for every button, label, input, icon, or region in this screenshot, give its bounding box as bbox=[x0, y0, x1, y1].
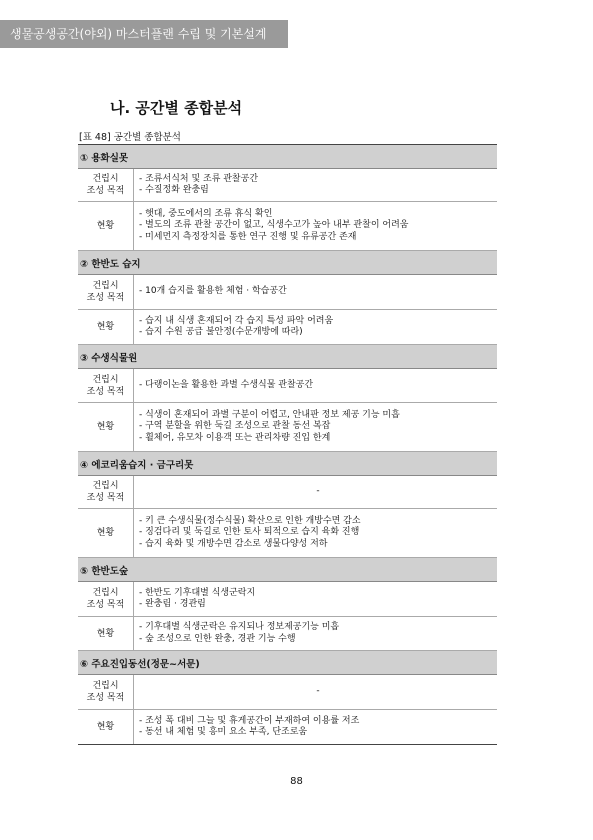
table-caption: [표 48] 공간별 종합분석 bbox=[79, 132, 181, 143]
current-line: - 미세먼지 측정장치를 통한 연구 진행 및 유류공간 존재 bbox=[139, 231, 357, 242]
current-label bbox=[78, 710, 134, 744]
current-label-text: 현황 bbox=[96, 722, 115, 732]
current-label-text: 현황 bbox=[96, 628, 115, 639]
section-header-hanbando-wetland bbox=[78, 251, 497, 275]
purpose-content bbox=[134, 582, 497, 616]
purpose-label-line1: 건립시 bbox=[92, 281, 119, 291]
purpose-label-line2: 조성 목적 bbox=[86, 493, 125, 503]
section-title: 나. 공간별 종합분석 bbox=[110, 99, 243, 117]
page-number: 88 bbox=[290, 776, 303, 787]
current-label-text: 현황 bbox=[96, 221, 115, 231]
current-label bbox=[78, 617, 134, 650]
purpose-label-line1: 건립시 bbox=[92, 481, 119, 491]
document-header-band bbox=[0, 20, 288, 48]
purpose-line: - bbox=[316, 486, 320, 497]
section-header-label: ③ 수생식물원 bbox=[80, 352, 138, 364]
current-line: - 구역 분할을 위한 둑길 조성으로 관찰 동선 복잡 bbox=[139, 421, 331, 432]
purpose-content bbox=[134, 369, 497, 402]
purpose-label bbox=[78, 169, 134, 201]
section-header-ecorium-wetland bbox=[78, 452, 497, 476]
current-label-text: 현황 bbox=[96, 422, 115, 432]
purpose-label bbox=[78, 275, 134, 309]
purpose-label bbox=[78, 582, 134, 616]
purpose-label bbox=[78, 476, 134, 508]
section-header-label: ④ 에코리움습지 · 금구리못 bbox=[80, 459, 194, 471]
purpose-label-line2: 조성 목적 bbox=[86, 386, 125, 397]
purpose-row bbox=[78, 476, 497, 509]
section-header-label: ⑥ 주요진입동선(정문~서문) bbox=[80, 658, 200, 670]
current-label-text: 현황 bbox=[96, 322, 115, 332]
current-row bbox=[78, 403, 497, 452]
current-label bbox=[78, 310, 134, 344]
current-content bbox=[134, 710, 497, 744]
purpose-line: - 다랭이논을 활용한 과별 수생식물 관찰공간 bbox=[139, 379, 314, 390]
purpose-label-line2: 조성 목적 bbox=[86, 693, 125, 703]
purpose-content bbox=[134, 675, 497, 709]
section-header-hanbando-forest bbox=[78, 558, 497, 582]
purpose-row bbox=[78, 675, 497, 710]
purpose-label-line2: 조성 목적 bbox=[86, 293, 125, 303]
current-line: - 기후대별 식생군락은 유지되나 정보제공기능 미흡 bbox=[139, 622, 340, 632]
current-line: - 별도의 조류 관찰 공간이 없고, 식생수고가 높아 내부 관찰이 어려움 bbox=[139, 220, 409, 231]
current-content bbox=[134, 202, 497, 250]
purpose-content bbox=[134, 169, 497, 201]
current-line: - 조성 폭 대비 그늘 및 휴게공간이 부재하여 이용률 저조 bbox=[139, 715, 360, 726]
current-content bbox=[134, 310, 497, 344]
current-line: - 키 큰 수생식물(정수식물) 확산으로 인한 개방수면 감소 bbox=[139, 515, 361, 526]
current-content bbox=[134, 617, 497, 650]
purpose-line: - 완충림 · 경관림 bbox=[139, 599, 206, 609]
purpose-label-line1: 건립시 bbox=[92, 588, 119, 598]
section-header-label: ② 한반도 습지 bbox=[80, 258, 141, 270]
current-row bbox=[78, 710, 497, 745]
purpose-row bbox=[78, 582, 497, 617]
current-row bbox=[78, 509, 497, 558]
space-analysis-table bbox=[78, 144, 497, 745]
purpose-line: - 수질정화 완충림 bbox=[139, 185, 209, 195]
section-header-label: ⑤ 한반도숲 bbox=[80, 565, 129, 577]
purpose-label-line1: 건립시 bbox=[92, 174, 119, 184]
purpose-label-line2: 조성 목적 bbox=[86, 600, 125, 610]
current-line: - 습지 수원 공급 불안정(수문개방에 따라) bbox=[139, 327, 303, 337]
current-line: - 습지 육화 및 개방수면 감소로 생물다양성 저하 bbox=[139, 538, 328, 549]
section-header-label: ① 용화실못 bbox=[80, 152, 129, 164]
purpose-line: - 한반도 기후대별 식생군락지 bbox=[139, 587, 256, 598]
current-line: - 습지 내 식생 혼재되어 각 습지 특성 파악 어려움 bbox=[139, 315, 334, 326]
current-label bbox=[78, 403, 134, 451]
current-label-text: 현황 bbox=[96, 528, 115, 538]
section-header-aquatic-plant-garden bbox=[78, 345, 497, 369]
current-content bbox=[134, 509, 497, 557]
current-line: - 햇대, 중도에서의 조류 휴식 확인 bbox=[139, 208, 273, 219]
current-line: - 식생이 혼재되어 과별 구분이 어렵고, 안내판 정보 제공 기능 미흡 bbox=[139, 409, 400, 420]
purpose-row bbox=[78, 369, 497, 403]
current-line: - 휠체어, 유모차 이용객 또는 관리차량 진입 한계 bbox=[139, 432, 331, 443]
purpose-line: - 조류서식처 및 조류 관찰공간 bbox=[139, 173, 259, 184]
purpose-line: - bbox=[316, 686, 320, 697]
current-content bbox=[134, 403, 497, 451]
purpose-row bbox=[78, 275, 497, 310]
purpose-label bbox=[78, 369, 134, 402]
purpose-line: - 10개 습지를 활용한 체험 · 학습공간 bbox=[139, 286, 287, 297]
purpose-content bbox=[134, 275, 497, 309]
document-header-title: 생물공생공간(야외) 마스터플랜 수립 및 기본설계 bbox=[10, 27, 267, 41]
current-label bbox=[78, 202, 134, 250]
purpose-label-line1: 건립시 bbox=[92, 374, 119, 385]
purpose-label-line2: 조성 목적 bbox=[86, 186, 125, 196]
purpose-row bbox=[78, 169, 497, 202]
current-line: - 징검다리 및 둑길로 인한 토사 퇴적으로 습지 육화 진행 bbox=[139, 527, 360, 538]
section-header-yonghwa-pond bbox=[78, 145, 497, 169]
current-row bbox=[78, 202, 497, 251]
purpose-label bbox=[78, 675, 134, 709]
current-line: - 숲 조성으로 인한 완충, 경관 기능 수행 bbox=[139, 633, 296, 644]
current-row bbox=[78, 310, 497, 345]
current-label bbox=[78, 509, 134, 557]
current-row bbox=[78, 617, 497, 651]
purpose-label-line1: 건립시 bbox=[92, 681, 119, 691]
current-line: - 동선 내 체험 및 흥미 요소 부족, 단조로움 bbox=[139, 727, 308, 737]
purpose-content bbox=[134, 476, 497, 508]
section-header-main-entrance-path bbox=[78, 651, 497, 675]
